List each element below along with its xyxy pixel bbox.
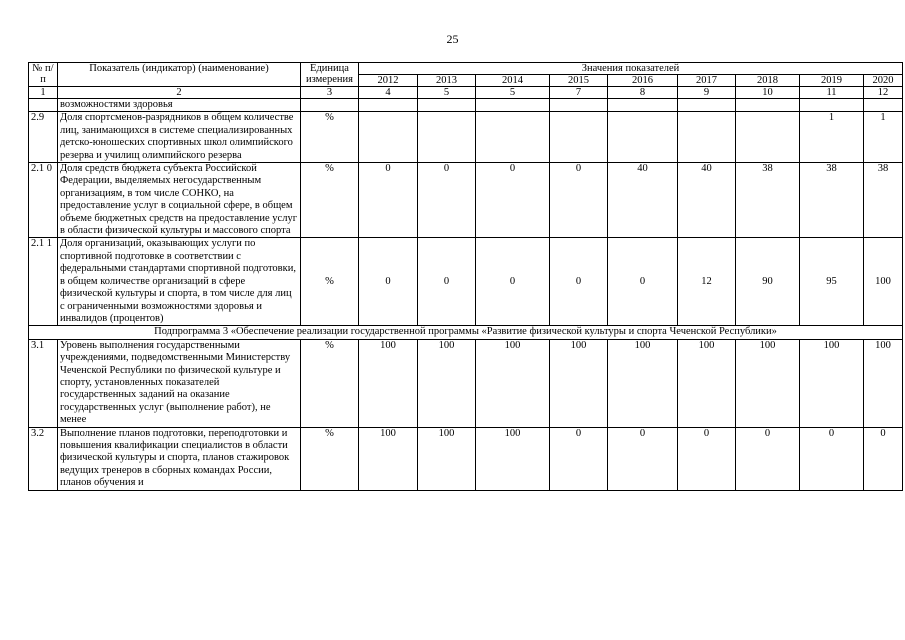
row-unit: % [301, 112, 359, 163]
row-number: 2.1 1 [29, 238, 58, 326]
row-value: 0 [418, 163, 476, 238]
row-value [359, 112, 418, 163]
row-value: 0 [864, 427, 903, 490]
row-value: 100 [736, 339, 800, 427]
row-number: 2.1 0 [29, 163, 58, 238]
row-value: 100 [550, 339, 608, 427]
row-value: 40 [608, 163, 678, 238]
header-unit: Единица измерения [301, 63, 359, 87]
column-number: 4 [359, 87, 418, 99]
column-number: 5 [476, 87, 550, 99]
row-value [476, 112, 550, 163]
row-value [736, 112, 800, 163]
column-number: 5 [418, 87, 476, 99]
row-value: 0 [550, 427, 608, 490]
table-row [29, 112, 903, 163]
row-value: 0 [608, 427, 678, 490]
row-value: 1 [864, 112, 903, 163]
column-number: 10 [736, 87, 800, 99]
row-value: 95 [800, 238, 864, 326]
header-num: № п/п [29, 63, 58, 87]
row-indicator-name: Доля спортсменов-разрядников в общем количестве лиц, занимающихся в системе специализированных детско-юношеских спортивных школ олимпийского резерва и училищ олимпийского резерва [58, 112, 301, 163]
row-unit [301, 99, 359, 112]
row-value: 100 [476, 339, 550, 427]
header-year: 2013 [418, 75, 476, 87]
page-number: 25 [446, 32, 459, 46]
row-value: 0 [550, 163, 608, 238]
row-value [418, 112, 476, 163]
header-name: Показатель (индикатор) (наименование) [58, 63, 301, 87]
subprogram-title: Подпрограмма 3 «Обеспечение реализации государственной программы «Развитие физической культуры и спорта Чеченской Республики» [29, 326, 903, 339]
row-value: 100 [800, 339, 864, 427]
row-value: 1 [800, 112, 864, 163]
column-numbers-row [29, 87, 903, 99]
row-value: 100 [678, 339, 736, 427]
row-value: 0 [736, 427, 800, 490]
row-number: 3.1 [29, 339, 58, 427]
row-value [678, 99, 736, 112]
row-value: 100 [418, 427, 476, 490]
row-value: 0 [359, 163, 418, 238]
row-value: 90 [736, 238, 800, 326]
column-number: 2 [58, 87, 301, 99]
row-value [736, 99, 800, 112]
row-value [608, 99, 678, 112]
row-value [550, 112, 608, 163]
column-number: 12 [864, 87, 903, 99]
row-indicator-name: Выполнение планов подготовки, переподготовки и повышения квалификации специалистов в области физической культуры и спорта, планов стажировок ведущих тренеров в сборных командах России, планов обучения и [58, 427, 301, 490]
row-value: 100 [608, 339, 678, 427]
row-indicator-name: Уровень выполнения государственными учреждениями, подведомственными Министерству Чеченской Республики по физической культуре и спорту, установленных показателей государственных заданий на оказание государственных услуг (выполнение работ), не менее [58, 339, 301, 427]
header-year: 2019 [800, 75, 864, 87]
row-unit: % [301, 163, 359, 238]
row-value: 38 [864, 163, 903, 238]
row-value: 0 [608, 238, 678, 326]
header-year: 2012 [359, 75, 418, 87]
row-value: 100 [359, 339, 418, 427]
row-indicator-name: возможностями здоровья [58, 99, 301, 112]
row-value: 100 [864, 339, 903, 427]
table-row [29, 163, 903, 238]
row-unit: % [301, 238, 359, 326]
column-number: 7 [550, 87, 608, 99]
row-value [476, 99, 550, 112]
header-year: 2014 [476, 75, 550, 87]
row-value: 38 [736, 163, 800, 238]
row-value [678, 112, 736, 163]
header-year: 2017 [678, 75, 736, 87]
row-unit: % [301, 427, 359, 490]
table-row [29, 99, 903, 112]
row-value: 38 [800, 163, 864, 238]
row-value: 40 [678, 163, 736, 238]
row-number: 3.2 [29, 427, 58, 490]
row-value: 100 [359, 427, 418, 490]
row-value [864, 99, 903, 112]
row-value: 0 [476, 163, 550, 238]
table-row [29, 238, 903, 326]
row-value: 100 [476, 427, 550, 490]
row-indicator-name: Доля организаций, оказывающих услуги по спортивной подготовке в соответствии с федеральными стандартами спортивной подготовки, в общем количестве организаций в сфере физической культуры и спорта, в том числе для лиц с ограниченными возможностями здоровья и инвалидов (процентов) [58, 238, 301, 326]
table-row [29, 427, 903, 490]
row-unit: % [301, 339, 359, 427]
row-value: 0 [418, 238, 476, 326]
row-value: 0 [476, 238, 550, 326]
header-year: 2016 [608, 75, 678, 87]
row-value: 12 [678, 238, 736, 326]
row-value: 0 [359, 238, 418, 326]
row-value [418, 99, 476, 112]
column-number: 3 [301, 87, 359, 99]
table-body [29, 63, 903, 491]
indicators-table [28, 62, 903, 491]
column-number: 1 [29, 87, 58, 99]
header-year: 2020 [864, 75, 903, 87]
column-number: 8 [608, 87, 678, 99]
row-value [550, 99, 608, 112]
row-value: 100 [864, 238, 903, 326]
column-number: 9 [678, 87, 736, 99]
subprogram-row [29, 326, 903, 339]
row-number: 2.9 [29, 112, 58, 163]
row-value [359, 99, 418, 112]
row-value: 0 [550, 238, 608, 326]
header-row [29, 63, 903, 75]
header-year: 2015 [550, 75, 608, 87]
row-value: 0 [800, 427, 864, 490]
row-value [608, 112, 678, 163]
header-values-group: Значения показателей [359, 63, 903, 75]
row-value: 100 [418, 339, 476, 427]
column-number: 11 [800, 87, 864, 99]
row-value [800, 99, 864, 112]
row-indicator-name: Доля средств бюджета субъекта Российской Федерации, выделяемых негосударственным организациям, в том числе СОНКО, на предоставление услуг в социальной сфере, в общем объеме бюджетных средств на предоставление услуг в области физической культуры и массового спорта [58, 163, 301, 238]
row-number [29, 99, 58, 112]
table-row [29, 339, 903, 427]
header-year: 2018 [736, 75, 800, 87]
row-value: 0 [678, 427, 736, 490]
